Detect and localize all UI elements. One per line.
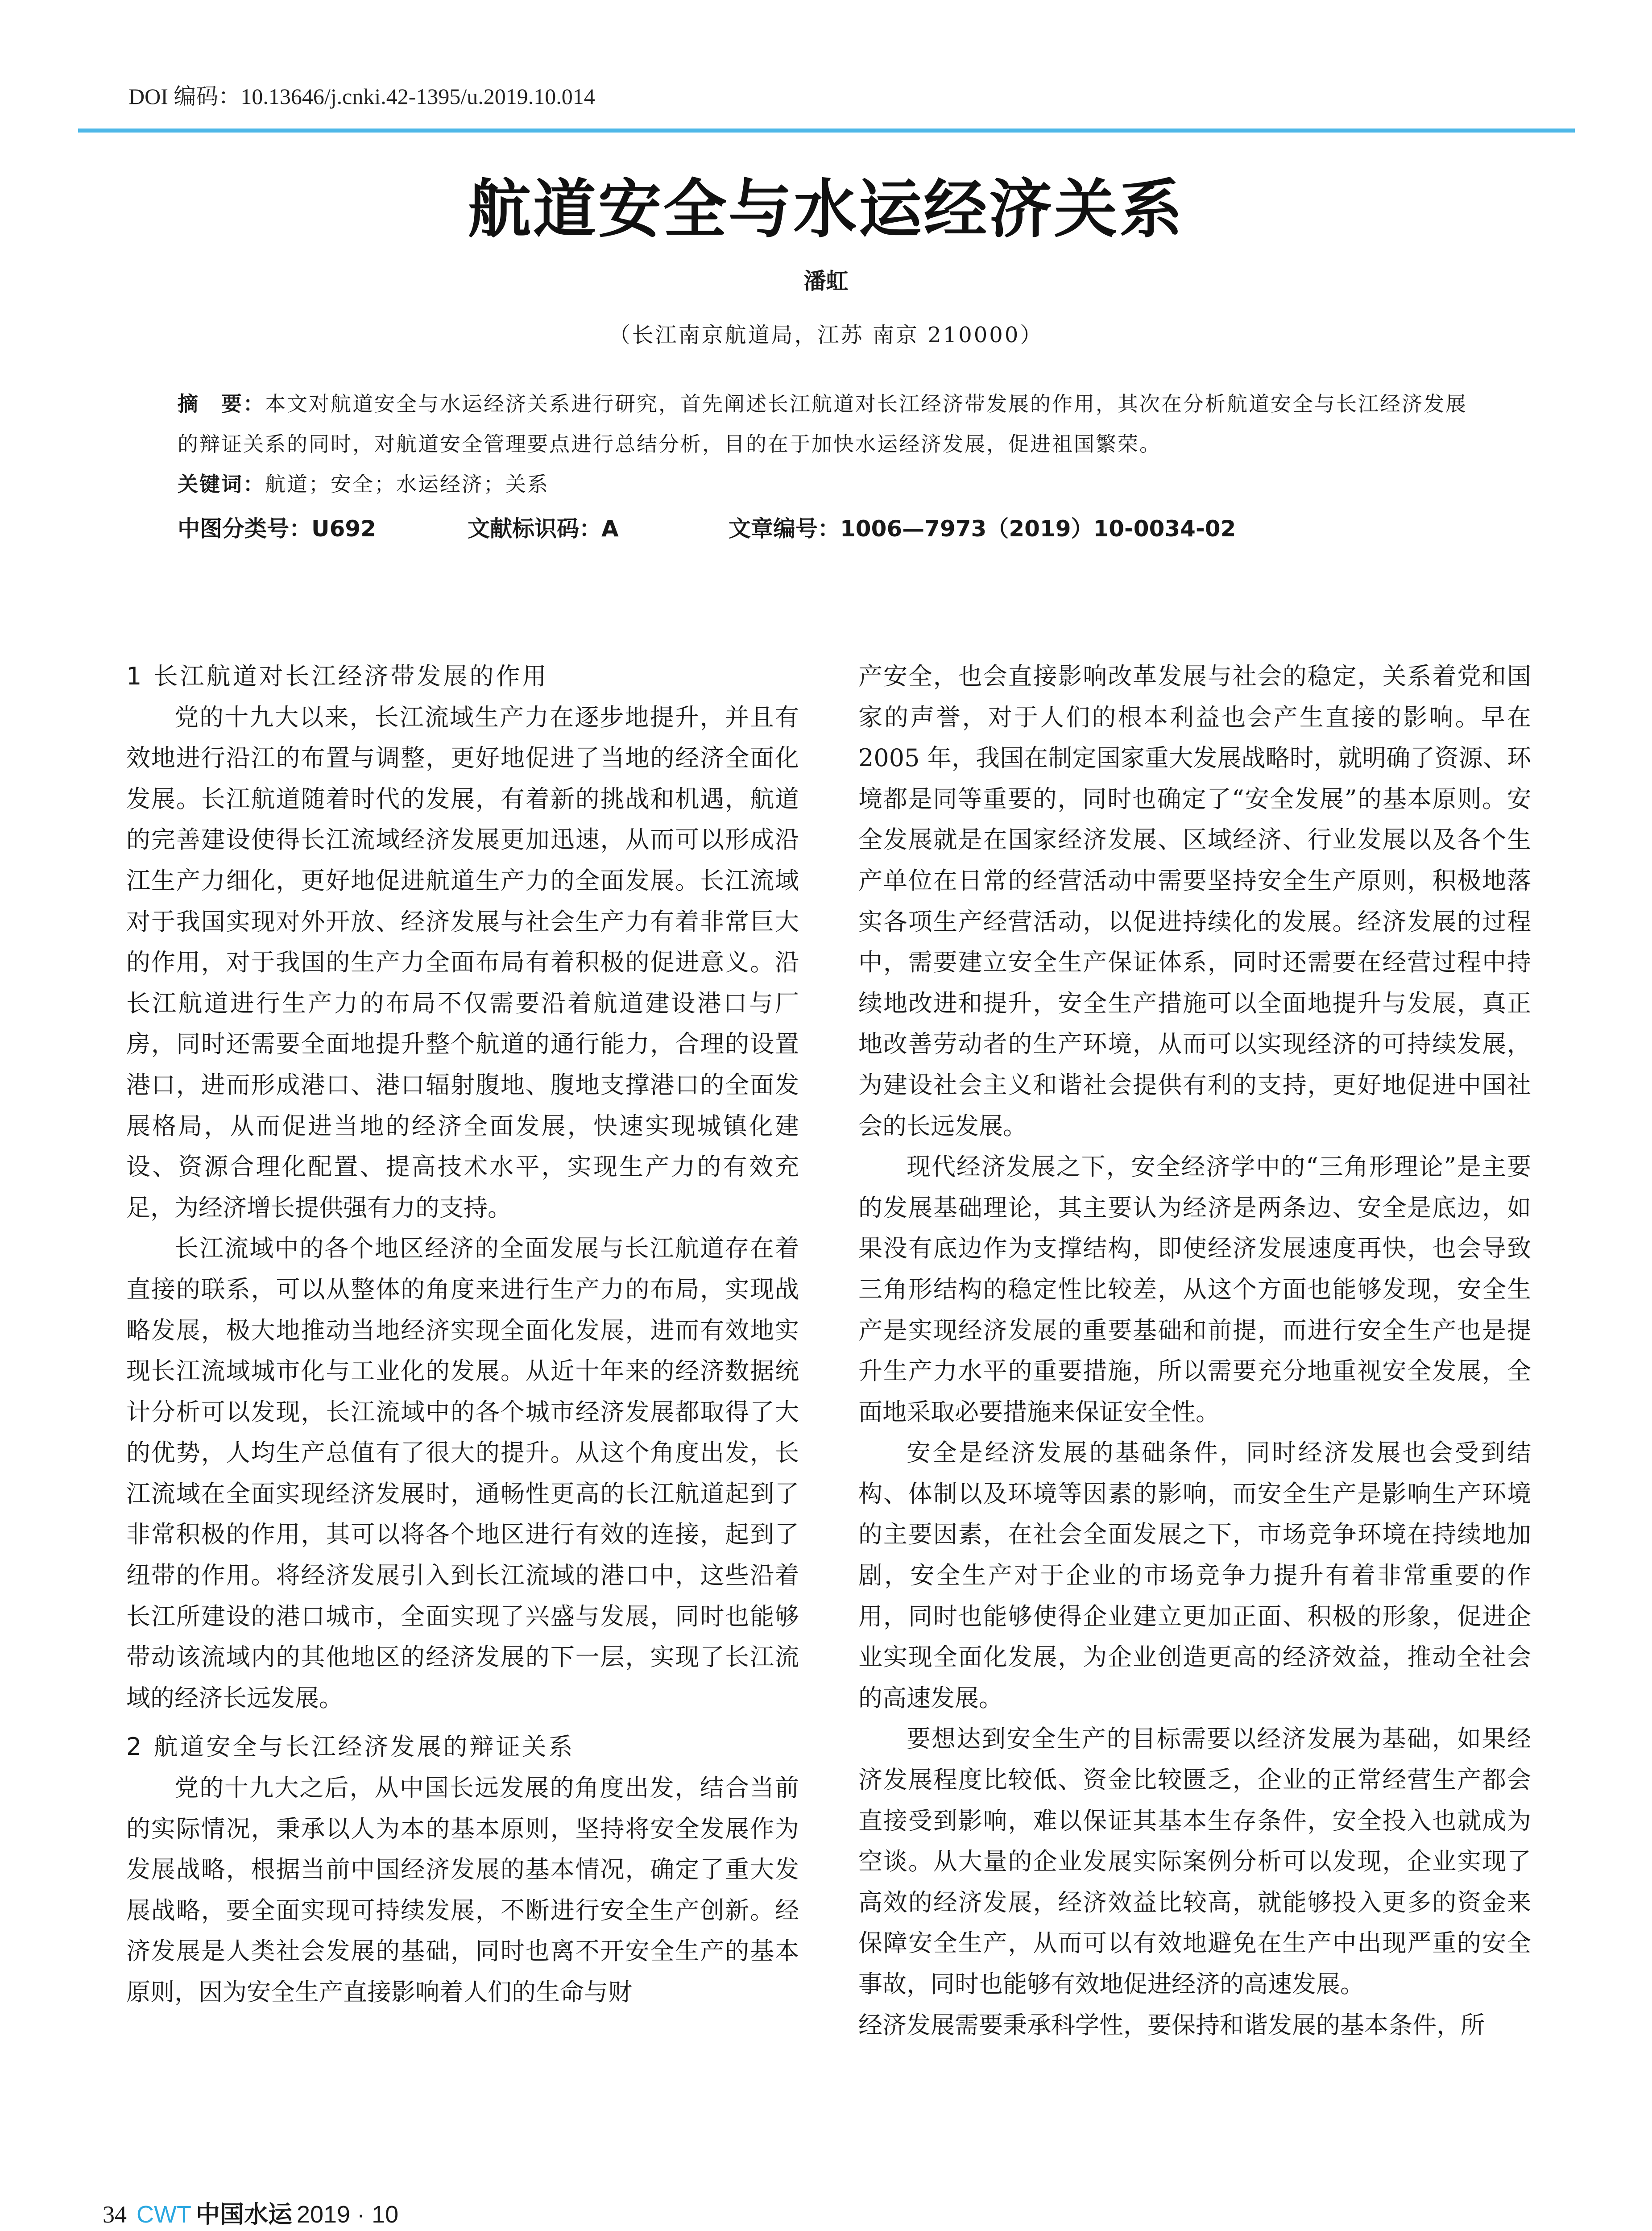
keywords-text: 航道；安全；水运经济；关系 [265, 472, 549, 496]
section-1-heading: 1 长江航道对长江经济带发展的作用 [126, 662, 549, 690]
section-2-paragraph-1-continued: 产安全，也会直接影响改革发展与社会的稳定，关系着党和国家的声誉，对于人们的根本利益也会产生直接的影响。早在 2005 年，我国在制定国家重大发展战略时，就明确了资源、环境都是同等重要的，同时也确定了“安全发展”的基本原则。安全发展就是在国家经济发展、区域经济、行业发展以及各个生产单位在日常的经营活动中需要坚持安全生产原则，积极地落实各项生产经营活动，以促进持续化的发展。经济发展的过程中，需要建立安全生产保证体系，同时还需要在经营过程中持续地改进和提升，安全生产措施可以全面地提升与发展，真正地改善劳动者的生产环境，从而可以实现经济的可持续发展，为建设社会主义和谐社会提供有利的支持，更好地促进中国社会的长远发展。 [858, 662, 1531, 1140]
page-number: 34 [103, 2201, 127, 2228]
section-2-paragraph-1: 党的十九大之后，从中国长远发展的角度出发，结合当前的实际情况，秉承以人为本的基本原则，坚持将安全发展作为发展战略，根据当前中国经济发展的基本情况，确定了重大发展战略，要全面实现可持续发展，不断进行安全生产创新。经济发展是人类社会发展的基础，同时也离不开安全生产的基本原则，因为安全生产直接影响着人们的生命与财 [126, 1774, 799, 2006]
author-name: 潘虹 [803, 268, 849, 294]
document-code: 文献标识码：A [468, 516, 619, 542]
journal-issue: 2019 · 10 [296, 2201, 399, 2228]
section-1-paragraph-1: 党的十九大以来，长江流域生产力在逐步地提升，并且有效地进行沿江的布置与调整，更好地促进了当地的经济全面化发展。长江航道随着时代的发展，有着新的挑战和机遇，航道的完善建设使得长江流域经济发展更加迅速，从而可以形成沿江生产力细化，更好地促进航道生产力的全面发展。长江流域对于我国实现对外开放、经济发展与社会生产力有着非常巨大的作用，对于我国的生产力全面布局有着积极的促进意义。沿长江航道进行生产力的布局不仅需要沿着航道建设港口与厂房，同时还需要全面地提升整个航道的通行能力，合理的设置港口，进而形成港口、港口辐射腹地、腹地支撑港口的全面发展格局，从而促进当地的经济全面发展，快速实现城镇化建设、资源合理化配置、提高技术水平，实现生产力的有效充足，为经济增长提供强有力的支持。 [126, 703, 799, 1222]
section-2-paragraph-4: 要想达到安全生产的目标需要以经济发展为基础，如果经济发展程度比较低、资金比较匮乏，企业的正常经营生产都会直接受到影响，难以保证其基本生存条件，安全投入也就成为空谈。从大量的企业发展实际案例分析可以发现，企业实现了高效的经济发展，经济效益比较高，就能够投入更多的资金来保障安全生产，从而可以有效地避免在生产中出现严重的安全事故，同时也能够有效地促进经济的高速发展。 [858, 1725, 1531, 1998]
article-number: 文章编号：1006—7973（2019）10-0034-02 [729, 516, 1236, 542]
section-2-paragraph-3: 安全是经济发展的基础条件，同时经济发展也会受到结构、体制以及环境等因素的影响，而安全生产是影响生产环境的主要因素，在社会全面发展之下，市场竞争环境在持续地加剧，安全生产对于企业的市场竞争力提升有着非常重要的作用，同时也能够使得企业建立更加正面、积极的形象，促进企业实现全面化发展，为企业创造更高的经济效益，推动全社会的高速发展。 [858, 1439, 1531, 1712]
clc-number: 中图分类号：U692 [178, 516, 376, 542]
section-2-paragraph-5: 经济发展需要秉承科学性，要保持和谐发展的基本条件，所 [858, 2011, 1485, 2039]
doi-line: DOI 编码：10.13646/j.cnki.42-1395/u.2019.10.014 [128, 84, 595, 109]
abstract-label: 摘 要： [178, 392, 265, 416]
journal-name: 中国水运 [195, 2200, 292, 2228]
keywords [178, 464, 1482, 504]
section-2-heading: 2 航道安全与长江经济发展的辩证关系 [126, 1733, 575, 1761]
page-footer [103, 2195, 398, 2230]
header-rule [78, 129, 1575, 133]
abstract [178, 384, 1482, 464]
right-column [858, 656, 1531, 2045]
left-column [126, 656, 799, 2013]
section-1-paragraph-2: 长江流域中的各个地区经济的全面发展与长江航道存在着直接的联系，可以从整体的角度来进行生产力的布局，实现战略发展，极大地推动当地经济实现全面化发展，进而有效地实现长江流域城市化与工业化的发展。从近十年来的经济数据统计分析可以发现，长江流域中的各个城市经济发展都取得了大的优势，人均生产总值有了很大的提升。从这个角度出发，长江流域在全面实现经济发展时，通畅性更高的长江航道起到了非常积极的作用，其可以将各个地区进行有效的连接，起到了纽带的作用。将经济发展引入到长江流域的港口中，这些沿着长江所建设的港口城市，全面实现了兴盛与发展，同时也能够带动该流域内的其他地区的经济发展的下一层，实现了长江流域的经济长远发展。 [126, 1234, 799, 1712]
author-affiliation: （长江南京航道局，江苏 南京 210000） [609, 323, 1043, 348]
journal-logo: CWT [137, 2201, 191, 2228]
abstract-text: 本文对航道安全与水运经济关系进行研究，首先阐述长江航道对长江经济带发展的作用，其次在分析航道安全与长江经济发展的辩证关系的同时，对航道安全管理要点进行总结分析，目的在于加快水运经济发展，促进祖国繁荣。 [178, 392, 1467, 456]
section-2-paragraph-2: 现代经济发展之下，安全经济学中的“三角形理论”是主要的发展基础理论，其主要认为经济是两条边、安全是底边，如果没有底边作为支撑结构，即使经济发展速度再快，也会导致三角形结构的稳定性比较差，从这个方面也能够发现，安全生产是实现经济发展的重要基础和前提，而进行安全生产也是提升生产力水平的重要措施，所以需要充分地重视安全发展，全面地采取必要措施来保证安全性。 [858, 1153, 1531, 1426]
article-title: 航道安全与水运经济关系 [468, 172, 1184, 246]
keywords-label: 关键词： [178, 472, 265, 496]
